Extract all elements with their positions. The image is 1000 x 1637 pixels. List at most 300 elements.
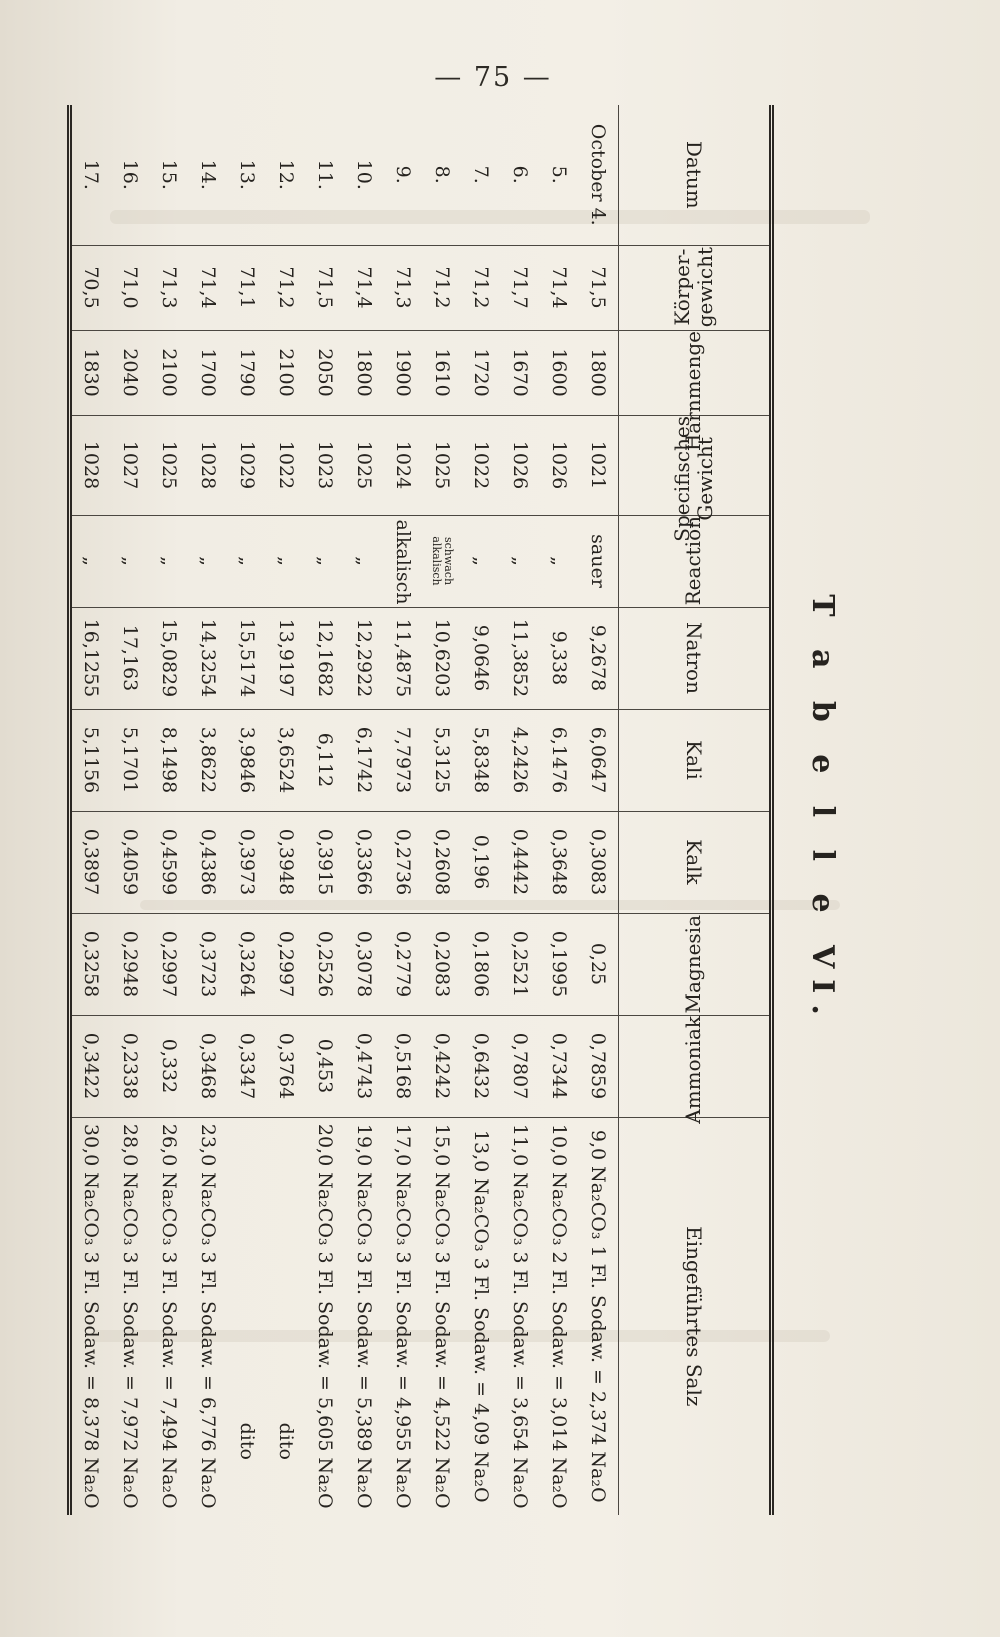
cell-text: 12. — [275, 159, 298, 190]
cell-text: „ — [197, 556, 220, 566]
column-header-kali: Kali — [619, 709, 772, 811]
cell-text: „ — [158, 556, 181, 566]
cell-text: 2040 — [119, 348, 142, 397]
cell-text: 15,0 Na₂CO₃ 3 Fl. Sodaw. = 4,522 Na₂O — [431, 1123, 454, 1509]
cell-magnesia — [111, 913, 150, 1015]
cell-kali — [384, 709, 423, 811]
cell-reaction — [501, 515, 540, 607]
cell-text: 1900 — [392, 348, 415, 397]
cell-text: 28,0 Na₂CO₃ 3 Fl. Sodaw. = 7,972 Na₂O — [119, 1123, 142, 1509]
cell-text: 0,6432 — [470, 1032, 493, 1100]
cell-text: 15,5174 — [236, 618, 259, 698]
cell-spec — [306, 415, 345, 515]
cell-text: 6,0647 — [587, 726, 610, 794]
cell-harn — [345, 330, 384, 415]
cell-datum — [70, 105, 112, 245]
cell-text: 0,332 — [158, 1038, 181, 1094]
table-row — [462, 105, 501, 1515]
cell-harn — [150, 330, 189, 415]
cell-spec — [462, 415, 501, 515]
reaction-line: alkalisch — [430, 536, 444, 586]
cell-ammoniak — [111, 1015, 150, 1117]
cell-harn — [306, 330, 345, 415]
cell-natron — [150, 607, 189, 709]
cell-text: 71,3 — [392, 266, 415, 309]
cell-kali — [579, 709, 619, 811]
cell-natron — [111, 607, 150, 709]
cell-text: 19,0 Na₂CO₃ 3 Fl. Sodaw. = 5,389 Na₂O — [353, 1123, 376, 1509]
cell-kali — [150, 709, 189, 811]
cell-gewicht — [501, 245, 540, 330]
data-table — [67, 105, 774, 1515]
column-header-datum: Datum — [619, 105, 772, 245]
cell-gewicht — [462, 245, 501, 330]
cell-salz — [228, 1117, 267, 1515]
cell-text: 0,25 — [587, 942, 610, 986]
cell-text: 0,3083 — [587, 828, 610, 896]
cell-gewicht — [579, 245, 619, 330]
cell-salz — [111, 1117, 150, 1515]
cell-gewicht — [150, 245, 189, 330]
cell-text: 15,0829 — [158, 618, 181, 698]
cell-text: 71,5 — [314, 266, 337, 309]
cell-kalk — [150, 811, 189, 913]
cell-natron — [579, 607, 619, 709]
cell-magnesia — [267, 913, 306, 1015]
column-header-harnmenge: Harnmenge — [619, 330, 772, 415]
cell-text: 9,0646 — [470, 624, 493, 692]
cell-text: 5,3125 — [431, 726, 454, 794]
cell-text: 5,1701 — [119, 726, 142, 794]
cell-text: 1700 — [197, 348, 220, 397]
table-row — [540, 105, 579, 1515]
table-row — [579, 105, 619, 1515]
cell-kali — [345, 709, 384, 811]
cell-kalk — [189, 811, 228, 913]
cell-text: October 4. — [587, 123, 610, 226]
cell-ammoniak — [150, 1015, 189, 1117]
cell-salz — [501, 1117, 540, 1515]
cell-text: 1670 — [509, 348, 532, 397]
cell-datum — [540, 105, 579, 245]
cell-datum — [423, 105, 462, 245]
cell-text: 9,2678 — [587, 624, 610, 692]
cell-text: „ — [275, 556, 298, 566]
cell-magnesia — [384, 913, 423, 1015]
cell-gewicht — [111, 245, 150, 330]
cell-text: 6. — [509, 165, 532, 184]
cell-text: 7,7973 — [392, 726, 415, 794]
cell-text: 0,2526 — [314, 930, 337, 998]
cell-text: 17,0 Na₂CO₃ 3 Fl. Sodaw. = 4,955 Na₂O — [392, 1123, 415, 1509]
cell-reaction — [306, 515, 345, 607]
cell-text: 0,4386 — [197, 828, 220, 896]
cell-salz — [540, 1117, 579, 1515]
table-row — [70, 105, 112, 1515]
cell-datum — [189, 105, 228, 245]
cell-gewicht — [189, 245, 228, 330]
cell-natron — [384, 607, 423, 709]
cell-kali — [189, 709, 228, 811]
cell-text: 10. — [353, 159, 376, 190]
cell-text: 1025 — [353, 440, 376, 490]
cell-text: „ — [119, 556, 142, 566]
cell-magnesia — [70, 913, 112, 1015]
cell-reaction — [150, 515, 189, 607]
cell-text: 71,1 — [236, 266, 259, 309]
cell-text: 13. — [236, 159, 259, 190]
cell-text: dito — [275, 1422, 298, 1460]
cell-datum — [345, 105, 384, 245]
cell-natron — [540, 607, 579, 709]
cell-text: 0,4743 — [353, 1032, 376, 1100]
cell-text: 70,5 — [80, 266, 103, 309]
cell-ammoniak — [306, 1015, 345, 1117]
cell-text: 17. — [80, 159, 103, 190]
cell-text: 10,6203 — [431, 618, 454, 698]
table-row — [423, 105, 462, 1515]
cell-salz — [384, 1117, 423, 1515]
cell-spec — [228, 415, 267, 515]
cell-text: 0,7807 — [509, 1032, 532, 1100]
cell-magnesia — [423, 913, 462, 1015]
cell-natron — [345, 607, 384, 709]
cell-reaction — [228, 515, 267, 607]
cell-natron — [70, 607, 112, 709]
cell-text: 71,4 — [353, 266, 376, 309]
cell-text: 1027 — [119, 440, 142, 490]
cell-text: 30,0 Na₂CO₃ 3 Fl. Sodaw. = 8,378 Na₂O — [80, 1123, 103, 1509]
cell-datum — [228, 105, 267, 245]
cell-reaction — [462, 515, 501, 607]
cell-salz — [306, 1117, 345, 1515]
cell-text: 0,3915 — [314, 828, 337, 896]
cell-reaction — [423, 515, 462, 607]
cell-text: 1025 — [158, 440, 181, 490]
cell-text: 7. — [470, 165, 493, 184]
cell-reaction — [540, 515, 579, 607]
cell-text: 8. — [431, 165, 454, 184]
cell-text: 9. — [392, 165, 415, 184]
cell-kali — [540, 709, 579, 811]
cell-salz — [267, 1117, 306, 1515]
cell-text: 0,2338 — [119, 1032, 142, 1100]
cell-text: 5,8348 — [470, 726, 493, 794]
cell-harn — [462, 330, 501, 415]
cell-text: 71,2 — [275, 266, 298, 309]
cell-text: 11. — [314, 159, 337, 190]
cell-text: 1028 — [80, 440, 103, 490]
cell-text: 1028 — [197, 440, 220, 490]
cell-reaction — [345, 515, 384, 607]
cell-gewicht — [384, 245, 423, 330]
cell-kalk — [423, 811, 462, 913]
cell-spec — [384, 415, 423, 515]
cell-text: 16,1255 — [80, 618, 103, 698]
cell-text: 0,3973 — [236, 828, 259, 896]
cell-spec — [423, 415, 462, 515]
header-row — [619, 105, 772, 1515]
cell-harn — [501, 330, 540, 415]
cell-datum — [267, 105, 306, 245]
column-header-reaction: Reaction — [619, 515, 772, 607]
cell-salz — [462, 1117, 501, 1515]
table-row — [345, 105, 384, 1515]
cell-text: 0,3366 — [353, 828, 376, 896]
column-header-specifisches-gewicht: Specifisches Gewicht — [619, 415, 772, 515]
cell-text: 0,1995 — [548, 930, 571, 998]
cell-magnesia — [189, 913, 228, 1015]
cell-ammoniak — [423, 1015, 462, 1117]
table-row — [189, 105, 228, 1515]
cell-reaction — [70, 515, 112, 607]
cell-harn — [189, 330, 228, 415]
rotated-table-block — [80, 105, 870, 1515]
cell-text: 0,3764 — [275, 1032, 298, 1100]
cell-magnesia — [228, 913, 267, 1015]
cell-text: 15. — [158, 159, 181, 190]
cell-text: 5,1156 — [80, 726, 103, 794]
cell-text: 9,0 Na₂CO₃ 1 Fl. Sodaw. = 2,374 Na₂O — [587, 1129, 610, 1503]
cell-kalk — [384, 811, 423, 913]
cell-text: 71,7 — [509, 266, 532, 309]
cell-kalk — [540, 811, 579, 913]
cell-ammoniak — [501, 1015, 540, 1117]
cell-spec — [189, 415, 228, 515]
cell-text: „ — [80, 556, 103, 566]
cell-harn — [384, 330, 423, 415]
cell-magnesia — [150, 913, 189, 1015]
cell-text: 1029 — [236, 440, 259, 490]
cell-text: 8,1498 — [158, 726, 181, 794]
cell-text: 0,2521 — [509, 930, 532, 998]
cell-text: 5. — [548, 165, 571, 184]
cell-kalk — [306, 811, 345, 913]
cell-text: 71,4 — [548, 266, 571, 309]
table-row — [228, 105, 267, 1515]
page-number: — 75 — — [434, 62, 552, 93]
cell-text: 71,0 — [119, 266, 142, 309]
cell-gewicht — [267, 245, 306, 330]
cell-harn — [423, 330, 462, 415]
cell-text: 0,7859 — [587, 1032, 610, 1100]
cell-datum — [111, 105, 150, 245]
cell-kalk — [111, 811, 150, 913]
cell-datum — [501, 105, 540, 245]
cell-magnesia — [579, 913, 619, 1015]
cell-spec — [579, 415, 619, 515]
cell-text: 17,163 — [119, 624, 142, 692]
cell-harn — [70, 330, 112, 415]
cell-text: 0,3468 — [197, 1032, 220, 1100]
cell-spec — [70, 415, 112, 515]
table-row — [267, 105, 306, 1515]
cell-gewicht — [306, 245, 345, 330]
cell-text: 0,3948 — [275, 828, 298, 896]
cell-natron — [189, 607, 228, 709]
cell-text: 6,1476 — [548, 726, 571, 794]
cell-text: 71,5 — [587, 266, 610, 309]
cell-datum — [384, 105, 423, 245]
cell-kalk — [267, 811, 306, 913]
cell-kalk — [462, 811, 501, 913]
cell-text: 1830 — [80, 348, 103, 397]
cell-text: 12,1682 — [314, 618, 337, 698]
cell-text: 0,2948 — [119, 930, 142, 998]
cell-text: alkalisch — [392, 519, 415, 605]
cell-text: 71,2 — [470, 266, 493, 309]
cell-text: 1026 — [548, 440, 571, 490]
cell-kali — [306, 709, 345, 811]
cell-text: 0,3422 — [80, 1032, 103, 1100]
cell-spec — [267, 415, 306, 515]
cell-text: „ — [353, 556, 376, 566]
cell-ammoniak — [462, 1015, 501, 1117]
cell-ammoniak — [228, 1015, 267, 1117]
cell-text: 0,2997 — [275, 930, 298, 998]
cell-kalk — [70, 811, 112, 913]
cell-datum — [306, 105, 345, 245]
cell-salz — [189, 1117, 228, 1515]
cell-text: „ — [548, 556, 571, 566]
cell-salz — [579, 1117, 619, 1515]
cell-text: 0,5168 — [392, 1032, 415, 1100]
cell-salz — [70, 1117, 112, 1515]
cell-ammoniak — [70, 1015, 112, 1117]
cell-reaction — [267, 515, 306, 607]
cell-text: 1022 — [470, 440, 493, 490]
cell-spec — [150, 415, 189, 515]
cell-text: 0,3264 — [236, 930, 259, 998]
cell-text: 0,4059 — [119, 828, 142, 896]
column-header-eingefuehrtes-salz: Eingeführtes Salz — [619, 1117, 772, 1515]
cell-harn — [111, 330, 150, 415]
cell-text: 23,0 Na₂CO₃ 3 Fl. Sodaw. = 6,776 Na₂O — [197, 1123, 220, 1509]
cell-text: 11,0 Na₂CO₃ 3 Fl. Sodaw. = 3,654 Na₂O — [509, 1123, 532, 1509]
cell-text: 71,2 — [431, 266, 454, 309]
cell-text: 1790 — [236, 348, 259, 397]
cell-text: 0,4442 — [509, 828, 532, 896]
column-header-natron: Natron — [619, 607, 772, 709]
cell-ammoniak — [345, 1015, 384, 1117]
cell-text: 0,196 — [470, 834, 493, 890]
cell-ammoniak — [384, 1015, 423, 1117]
table-row — [384, 105, 423, 1515]
cell-magnesia — [540, 913, 579, 1015]
cell-magnesia — [306, 913, 345, 1015]
table-title: T a b e l l e VI. — [805, 594, 840, 1026]
cell-text: 0,4599 — [158, 828, 181, 896]
reaction-line: schwach — [442, 536, 456, 586]
cell-kali — [462, 709, 501, 811]
cell-text: 11,3852 — [509, 618, 532, 698]
cell-text: 0,3258 — [80, 930, 103, 998]
cell-ammoniak — [267, 1015, 306, 1117]
cell-text: 0,453 — [314, 1038, 337, 1094]
cell-kalk — [228, 811, 267, 913]
cell-text: 1021 — [587, 440, 610, 490]
cell-text: 71,4 — [197, 266, 220, 309]
cell-magnesia — [501, 913, 540, 1015]
cell-text: 12,2922 — [353, 618, 376, 698]
cell-reaction — [579, 515, 619, 607]
cell-text: „ — [470, 556, 493, 566]
cell-text: „ — [236, 556, 259, 566]
cell-magnesia — [462, 913, 501, 1015]
cell-kali — [70, 709, 112, 811]
cell-spec — [540, 415, 579, 515]
cell-kali — [267, 709, 306, 811]
cell-text: 9,338 — [548, 630, 571, 686]
cell-gewicht — [228, 245, 267, 330]
cell-datum — [462, 105, 501, 245]
column-header-koerpergewicht: Körper- gewicht — [619, 245, 772, 330]
cell-natron — [462, 607, 501, 709]
cell-text: 0,3897 — [80, 828, 103, 896]
cell-spec — [501, 415, 540, 515]
table-row — [111, 105, 150, 1515]
column-header-ammoniak: Ammoniak — [619, 1015, 772, 1117]
cell-natron — [501, 607, 540, 709]
cell-harn — [228, 330, 267, 415]
cell-text: 10,0 Na₂CO₃ 2 Fl. Sodaw. = 3,014 Na₂O — [548, 1123, 571, 1509]
cell-text: 3,6524 — [275, 726, 298, 794]
cell-harn — [579, 330, 619, 415]
cell-reaction — [384, 515, 423, 607]
cell-ammoniak — [540, 1015, 579, 1117]
cell-text: 0,7344 — [548, 1032, 571, 1100]
cell-gewicht — [345, 245, 384, 330]
column-header-magnesia: Magnesia — [619, 913, 772, 1015]
cell-text: 1720 — [470, 348, 493, 397]
cell-text: 1610 — [431, 348, 454, 397]
cell-text: dito — [236, 1422, 259, 1460]
cell-text: 11,4875 — [392, 618, 415, 698]
cell-text: 16. — [119, 159, 142, 190]
cell-text: 0,3347 — [236, 1032, 259, 1100]
cell-text: 1600 — [548, 348, 571, 397]
cell-salz — [345, 1117, 384, 1515]
cell-text: 2100 — [275, 348, 298, 397]
cell-datum — [150, 105, 189, 245]
table-row — [306, 105, 345, 1515]
cell-text: 2100 — [158, 348, 181, 397]
cell-text: 0,3078 — [353, 930, 376, 998]
cell-text: 0,2997 — [158, 930, 181, 998]
table-row — [150, 105, 189, 1515]
cell-text: 1024 — [392, 440, 415, 490]
cell-natron — [423, 607, 462, 709]
column-header-kalk: Kalk — [619, 811, 772, 913]
cell-text: 1025 — [431, 440, 454, 490]
cell-text: 0,2736 — [392, 828, 415, 896]
cell-kali — [111, 709, 150, 811]
cell-text: 1023 — [314, 440, 337, 490]
cell-text: 3,9846 — [236, 726, 259, 794]
cell-text: 0,3648 — [548, 828, 571, 896]
cell-gewicht — [540, 245, 579, 330]
cell-reaction — [111, 515, 150, 607]
cell-harn — [540, 330, 579, 415]
cell-text: 0,2779 — [392, 930, 415, 998]
cell-kalk — [579, 811, 619, 913]
cell-gewicht — [70, 245, 112, 330]
cell-text: 26,0 Na₂CO₃ 3 Fl. Sodaw. = 7,494 Na₂O — [158, 1123, 181, 1509]
cell-salz — [150, 1117, 189, 1515]
cell-text: 1022 — [275, 440, 298, 490]
cell-kalk — [345, 811, 384, 913]
cell-text: 14. — [197, 159, 220, 190]
